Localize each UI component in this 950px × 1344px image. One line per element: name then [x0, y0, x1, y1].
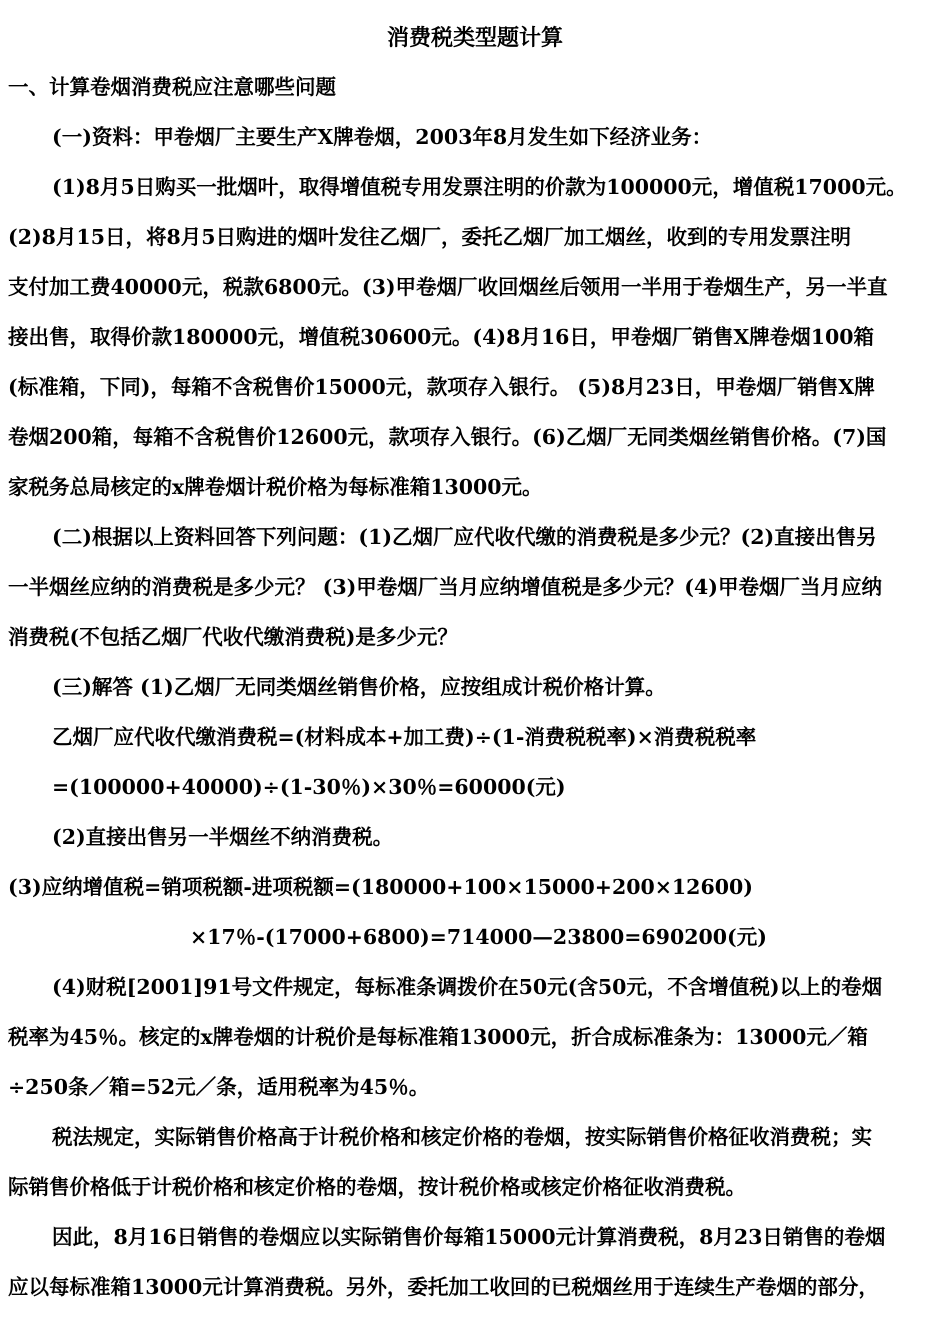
- paragraph-line: (2)直接出售另一半烟丝不纳消费税。: [52, 825, 394, 849]
- paragraph-line: 接出售，取得价款180000元，增值税30600元。(4)8月16日，甲卷烟厂销售X牌卷烟100箱: [8, 325, 875, 349]
- paragraph-line: (1)8月5日购买一批烟叶，取得增值税专用发票注明的价款为100000元，增值税17000元。: [52, 175, 907, 199]
- paragraph-line: 支付加工费40000元，税款6800元。(3)甲卷烟厂收回烟丝后领用一半用于卷烟生产，另一半直: [8, 275, 888, 299]
- paragraph-line: (标准箱，下同)，每箱不含税售价15000元，款项存入银行。 (5)8月23日，甲卷烟厂销售X牌: [8, 375, 875, 399]
- paragraph-line: (二)根据以上资料回答下列问题：(1)乙烟厂应代收代缴的消费税是多少元？(2)直接出售另: [52, 525, 877, 549]
- paragraph-line: 因此，8月16日销售的卷烟应以实际销售价每箱15000元计算消费税，8月23日销售的卷烟: [52, 1225, 886, 1249]
- section-heading: 一、计算卷烟消费税应注意哪些问题: [8, 75, 336, 99]
- formula-line: 乙烟厂应代收代缴消费税=(材料成本+加工费)÷(1-消费税税率)×消费税税率: [52, 725, 757, 749]
- paragraph-line: 消费税(不包括乙烟厂代收代缴消费税)是多少元？: [8, 625, 458, 649]
- paragraph-line: 际销售价格低于计税价格和核定价格的卷烟，按计税价格或核定价格征收消费税。: [8, 1175, 746, 1199]
- formula-line: (3)应纳增值税=销项税额-进项税额=(180000+100×15000+200×12600): [8, 875, 753, 899]
- document-title: 消费税类型题计算: [387, 25, 564, 51]
- formula-line: =(100000+40000)÷(1-30％)×30％=60000(元): [52, 775, 566, 799]
- paragraph-line: 税率为45％。核定的x牌卷烟的计税价是每标准箱13000元，折合成标准条为：13000元／箱: [8, 1025, 868, 1049]
- paragraph-line: (一)资料：甲卷烟厂主要生产X牌卷烟，2003年8月发生如下经济业务：: [52, 125, 713, 149]
- paragraph-line: 一半烟丝应纳的消费税是多少元？ (3)甲卷烟厂当月应纳增值税是多少元？(4)甲卷烟厂当月应纳: [8, 575, 882, 599]
- formula-line: ×17％-(17000+6800)=714000—23800=690200(元): [190, 925, 767, 949]
- paragraph-line: (2)8月15日，将8月5日购进的烟叶发往乙烟厂，委托乙烟厂加工烟丝，收到的专用发票注明: [8, 225, 851, 249]
- paragraph-line: 家税务总局核定的x牌卷烟计税价格为每标准箱13000元。: [8, 475, 543, 499]
- paragraph-line: (三)解答 (1)乙烟厂无同类烟丝销售价格，应按组成计税价格计算。: [52, 675, 666, 699]
- paragraph-line: ÷250条／箱=52元／条，适用税率为45％。: [8, 1075, 430, 1099]
- paragraph-line: 应以每标准箱13000元计算消费税。另外，委托加工收回的已税烟丝用于连续生产卷烟的部分，: [8, 1275, 879, 1299]
- paragraph-line: 卷烟200箱，每箱不含税售价12600元，款项存入银行。(6)乙烟厂无同类烟丝销售价格。(7)国: [8, 425, 887, 449]
- paragraph-line: (4)财税[2001]91号文件规定，每标准条调拨价在50元(含50元，不含增值税)以上的卷烟: [52, 975, 883, 999]
- paragraph-line: 税法规定，实际销售价格高于计税价格和核定价格的卷烟，按实际销售价格征收消费税；实: [52, 1125, 872, 1149]
